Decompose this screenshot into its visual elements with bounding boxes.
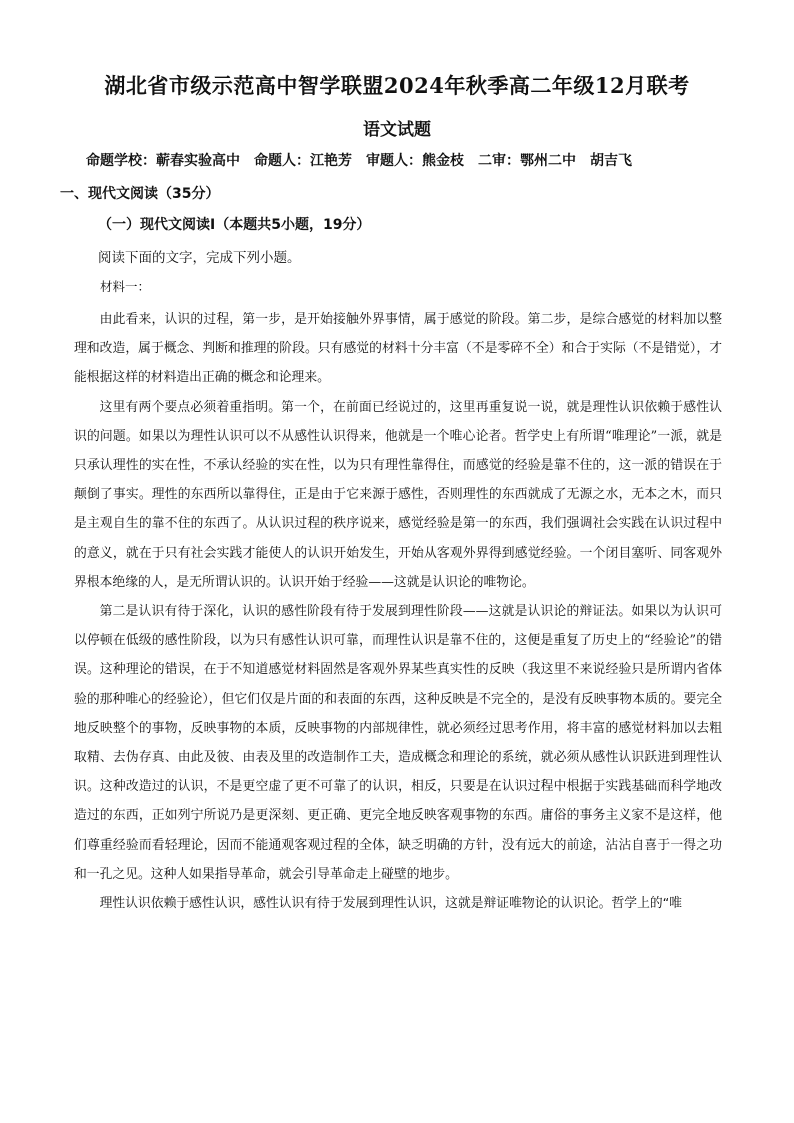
- passage-body: [74, 305, 722, 918]
- section-heading: 一、现代文阅读（35分）: [60, 186, 220, 202]
- reading-instruction: 阅读下面的文字，完成下列小题。: [98, 250, 301, 266]
- paragraph: 理性认识依赖于感性认识，感性认识有待于发展到理性认识，这就是辩证唯物论的认识论。哲学上的“唯: [99, 896, 683, 912]
- subsection-heading: （一）现代文阅读Ⅰ（本题共5小题，19分）: [98, 217, 371, 233]
- material-label: 材料一：: [100, 279, 151, 294]
- author-line: 命题学校：蕲春实验高中 命题人：江艳芳 审题人：熊金枝 二审：鄂州二中 胡吉飞: [86, 153, 632, 169]
- paragraph: 这里有两个要点必须着重指明。第一个，在前面已经说过的，这里再重复说一说，就是理性认识依赖于感性认识的问题。如果以为理性认识可以不从感性认识得来，他就是一个唯心论者。哲学史上有所谓“唯理论”一派，就是只承认理性的实在性，不承认经验的实在性，以为只有理性靠得住，而感觉的经验是靠不住的，这一派的错误在于颠倒了事实。理性的东西所以靠得住，正是由于它来源于感性，否则理性的东西就成了无源之水，无本之木，而只是主观自生的靠不住的东西了。从认识过程的秩序说来，感觉经验是第一的东西，我们强调社会实践在认识过程中的意义，就在于只有社会实践才能使人的认识开始发生，开始从客观外界得到感觉经验。一个闭目塞听、同客观外界根本绝缘的人，是无所谓认识的。认识开始于经验——这就是认识论的唯物论。: [74, 399, 722, 590]
- paragraph: 第二是认识有待于深化，认识的感性阶段有待于发展到理性阶段——这就是认识论的辩证法。如果以为认识可以停顿在低级的感性阶段，以为只有感性认识可靠，而理性认识是靠不住的，这便是重复了历史上的“经验论”的错误。这种理论的错误，在于不知道感觉材料固然是客观外界某些真实性的反映（我这里不来说经验只是所谓内省体验的那种唯心的经验论），但它们仅是片面的和表面的东西，这种反映是不完全的，是没有反映事物本质的。要完全地反映整个的事物，反映事物的本质，反映事物的内部规律性，就必须经过思考作用，将丰富的感觉材料加以去粗取精、去伪存真、由此及彼、由表及里的改造制作工夫，造成概念和理论的系统，就必须从感性认识跃进到理性认识。这种改造过的认识，不是更空虚了更不可靠了的认识，相反，只要是在认识过程中根据于实践基础而科学地改造过的东西，正如列宁所说乃是更深刻、更正确、更完全地反映客观事物的东西。庸俗的事务主义家不是这样，他们尊重经验而看轻理论，因而不能通观客观过程的全体，缺乏明确的方针，没有远大的前途，沾沾自喜于一得之功和一孔之见。这种人如果指导革命，就会引导革命走上碰壁的地步。: [74, 604, 722, 882]
- paragraph: 由此看来，认识的过程，第一步，是开始接触外界事情，属于感觉的阶段。第二步，是综合感觉的材料加以整理和改造，属于概念、判断和推理的阶段。只有感觉的材料十分丰富（不是零碎不全）和合于实际（不是错觉），才能根据这样的材料造出正确的概念和论理来。: [74, 312, 722, 386]
- exam-subtitle: 语文试题: [363, 120, 431, 140]
- exam-title: 湖北省市级示范高中智学联盟2024年秋季高二年级12月联考: [104, 73, 690, 98]
